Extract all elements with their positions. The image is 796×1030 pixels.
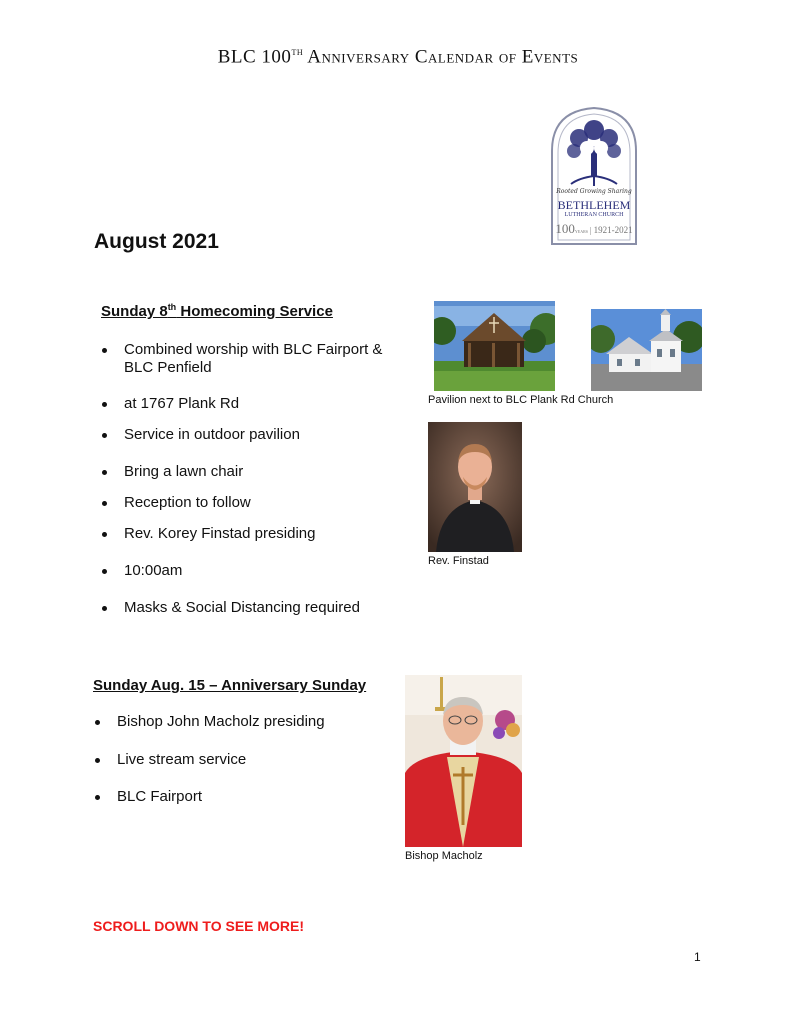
list-item: Live stream service	[117, 751, 246, 769]
list-item: 10:00am	[124, 562, 182, 580]
pavilion-photo	[434, 301, 555, 391]
scroll-down-note: SCROLL DOWN TO SEE MORE!	[93, 918, 305, 934]
list-item: Masks & Social Distancing required	[124, 599, 360, 617]
logo-years: 100YEARS | 1921-2021	[555, 221, 633, 236]
bullet-icon	[102, 606, 107, 611]
bullet-icon	[102, 569, 107, 574]
logo-subname: LUTHERAN CHURCH	[564, 212, 624, 218]
month-heading: August 2021	[94, 230, 219, 253]
list-item: Reception to follow	[124, 494, 251, 512]
church-photo	[591, 309, 702, 391]
bishop-macholz-photo	[405, 675, 522, 847]
pavilion-caption: Pavilion next to BLC Plank Rd Church	[428, 394, 614, 406]
list-item: at 1767 Plank Rd	[124, 395, 239, 413]
bishop-macholz-caption: Bishop Macholz	[405, 850, 483, 862]
logo-tagline: Rooted Growing Sharing	[556, 188, 632, 195]
rev-finstad-caption: Rev. Finstad	[428, 555, 489, 567]
page-title: BLC 100th Anniversary Calendar of Events	[217, 46, 579, 68]
list-item: Bishop John Macholz presiding	[117, 713, 325, 731]
section-heading-anniversary: Sunday Aug. 15 – Anniversary Sunday	[93, 677, 367, 694]
bullet-icon	[102, 501, 107, 506]
bullet-icon	[95, 795, 100, 800]
bullet-icon	[102, 532, 107, 537]
list-item: Combined worship with BLC Fairport &	[124, 341, 382, 359]
bullet-icon	[102, 433, 107, 438]
bullet-icon	[102, 402, 107, 407]
section-heading-homecoming: Sunday 8th Homecoming Service	[101, 302, 333, 320]
list-item: Service in outdoor pavilion	[124, 426, 300, 444]
list-item: Bring a lawn chair	[124, 463, 243, 481]
bullet-icon	[95, 720, 100, 725]
rev-finstad-photo	[428, 422, 522, 552]
logo-name: BETHLEHEM	[557, 198, 631, 212]
list-item: BLC Fairport	[117, 788, 202, 806]
bullet-icon	[102, 348, 107, 353]
church-logo	[549, 106, 639, 246]
bullet-icon	[102, 470, 107, 475]
list-item: Rev. Korey Finstad presiding	[124, 525, 315, 543]
list-item-continuation: BLC Penfield	[124, 359, 212, 376]
bullet-icon	[95, 758, 100, 763]
page-number: 1	[694, 950, 701, 964]
